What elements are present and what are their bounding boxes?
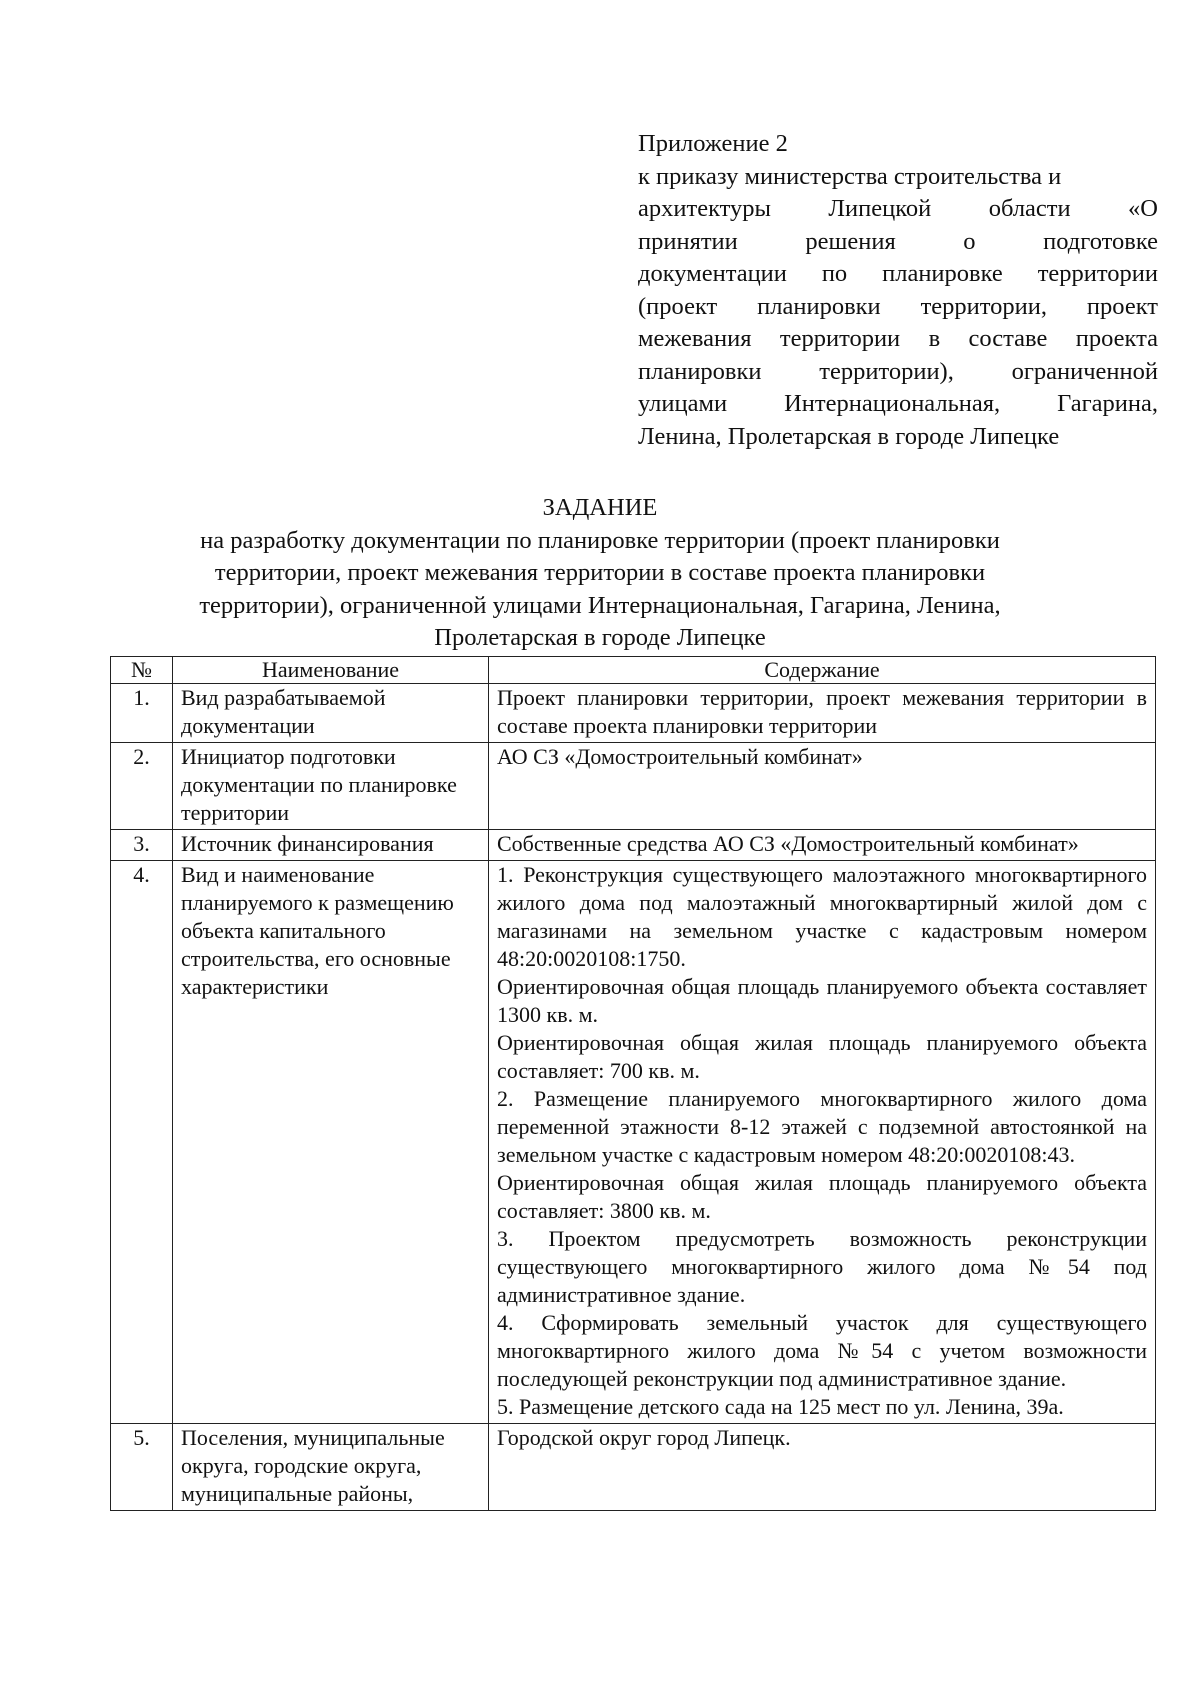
annex-line: документации по планировке территории	[638, 260, 1158, 287]
annex-line: к приказу министерства строительства и	[638, 162, 1062, 190]
row-name: Инициатор подготовки документации по планировке территории	[173, 743, 489, 830]
content-paragraph: 2. Размещение планируемого многоквартирного жилого дома переменной этажности 8-12 этажей с подземной автостоянкой на земельном участке с кадастровым номером 48:20:0020108:43.	[497, 1086, 1147, 1167]
row-num: 4.	[111, 861, 173, 1424]
annex-line: межевания территории в составе проекта	[638, 325, 1158, 352]
row-content	[489, 830, 1156, 861]
annex-line: планировки территории), ограниченной	[638, 357, 1158, 385]
table-row	[111, 743, 1156, 830]
row-num: 2.	[111, 743, 173, 830]
content-paragraph: Проект планировки территории, проект межевания территории в составе проекта планировки территории	[497, 685, 1147, 738]
table-row	[111, 684, 1156, 743]
title-subtitle-line: на разработку документации по планировке территории (проект планировки	[200, 526, 1000, 554]
content-paragraph: АО СЗ «Домостроительный комбинат»	[497, 744, 863, 769]
content-paragraph: 1. Реконструкция существующего малоэтажного многоквартирного жилого дома под малоэтажный многоквартирный жилой дом с магазинами на земельном участке с кадастровым номером 48:20:0020108:1750.	[497, 862, 1147, 971]
annex-line: архитектуры Липецкой области «О	[638, 195, 1158, 222]
annex-line: принятии решения о подготовке	[638, 227, 1158, 255]
row-num: 3.	[111, 830, 173, 861]
table-row	[111, 1424, 1156, 1511]
row-name: Поселения, муниципальные округа, городские округа, муниципальные районы,	[173, 1424, 489, 1511]
table-row	[111, 830, 1156, 861]
content-paragraph: 5. Размещение детского сада на 125 мест по ул. Ленина, 39а.	[497, 1394, 1064, 1419]
annex-header	[638, 128, 1158, 453]
row-content	[489, 1424, 1156, 1511]
task-table	[110, 656, 1156, 1511]
table-header-row	[111, 657, 1156, 684]
content-paragraph: 4. Сформировать земельный участок для существующего многоквартирного жилого дома №54 с учетом возможности последующей реконструкции под административное здание.	[497, 1310, 1147, 1391]
annex-line: Ленина, Пролетарская в городе Липецке	[638, 422, 1060, 450]
row-content	[489, 684, 1156, 743]
header-content: Содержание	[489, 657, 1156, 684]
content-paragraph: Собственные средства АО СЗ «Домостроительный комбинат»	[497, 831, 1079, 856]
table-row	[111, 861, 1156, 1424]
content-paragraph: 3. Проектом предусмотреть возможность реконструкции существующего многоквартирного жилого дома №54 под административное здание.	[497, 1226, 1147, 1307]
row-num: 1.	[111, 684, 173, 743]
row-content	[489, 743, 1156, 830]
title-subtitle-line: Пролетарская в городе Липецке	[434, 624, 766, 651]
title-subtitle-line: территории, проект межевания территории в составе проекта планировки	[214, 559, 986, 586]
content-paragraph: Ориентировочная общая жилая площадь планируемого объекта составляет: 3800 кв. м.	[497, 1170, 1147, 1223]
header-name: Наименование	[173, 657, 489, 684]
annex-line: (проект планировки территории, проект	[638, 292, 1158, 320]
row-num: 5.	[111, 1424, 173, 1511]
content-paragraph: Городской округ город Липецк.	[497, 1425, 791, 1450]
title-heading: ЗАДАНИЕ	[542, 494, 658, 521]
row-name: Источник финансирования	[173, 830, 489, 861]
document-title	[120, 492, 1080, 655]
title-subtitle-line: территории), ограниченной улицами Интернациональная, Гагарина, Ленина,	[199, 591, 1001, 619]
content-paragraph: Ориентировочная общая жилая площадь планируемого объекта составляет: 700 кв. м.	[497, 1030, 1147, 1083]
annex-line: улицами Интернациональная, Гагарина,	[638, 390, 1158, 417]
row-content	[489, 861, 1156, 1424]
annex-line: Приложение 2	[638, 130, 788, 157]
row-name: Вид разрабатываемой документации	[173, 684, 489, 743]
row-name: Вид и наименование планируемого к размещению объекта капитального строительства, его основные характеристики	[173, 861, 489, 1424]
header-num: №	[111, 657, 173, 684]
content-paragraph: Ориентировочная общая площадь планируемого объекта составляет 1300 кв. м.	[497, 974, 1147, 1027]
